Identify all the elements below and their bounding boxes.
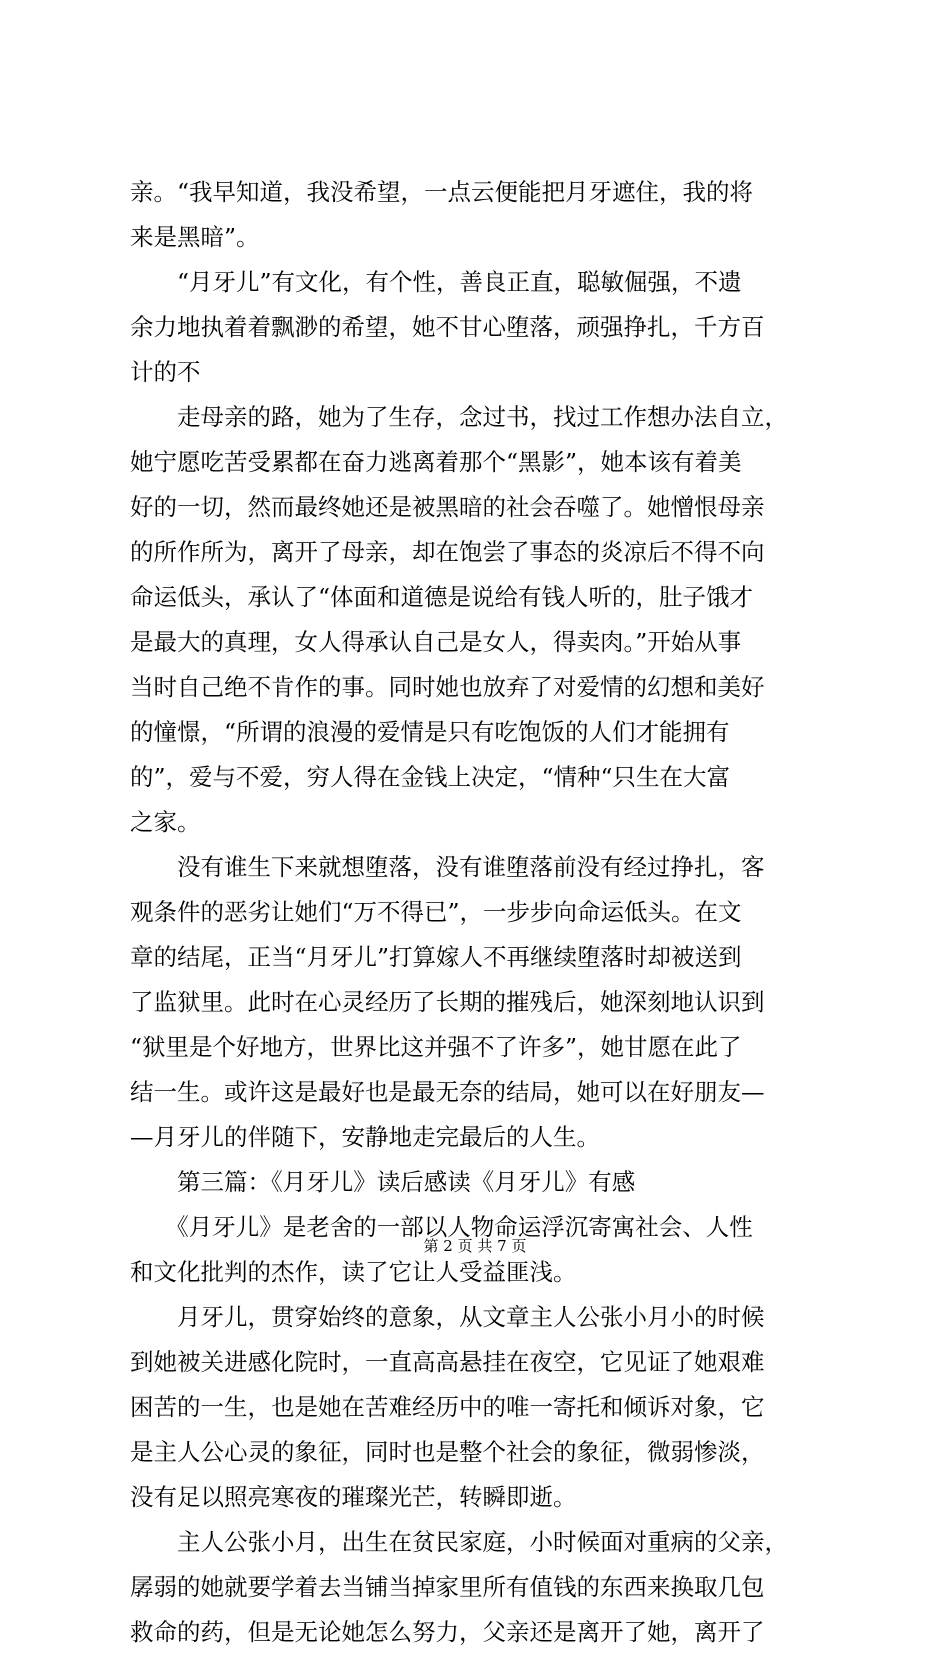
text-line: 余力地执着着飘渺的希望，她不甘心堕落，顽强挣扎，千方百	[130, 313, 765, 341]
text-line: 没有谁生下来就想堕落，没有谁堕落前没有经过挣扎，客	[130, 853, 765, 881]
text-line: 走母亲的路，她为了生存，念过书，找过工作想办法自立，	[130, 403, 788, 431]
text-line: 计的不	[130, 358, 201, 386]
text-line: 来是黑暗”。	[130, 223, 260, 251]
text-line: 和文化批判的杰作，读了它让人受益匪浅。	[130, 1258, 577, 1286]
text-line: 章的结尾，正当“月牙儿”打算嫁人不再继续堕落时却被送到	[130, 943, 742, 971]
text-line: 好的一切，然而最终她还是被黑暗的社会吞噬了。她憎恨母亲	[130, 493, 765, 521]
text-line: 是主人公心灵的象征，同时也是整个社会的象征，微弱惨淡，	[130, 1438, 765, 1466]
text-line: 亲。“我早知道，我没希望，一点云便能把月牙遮住，我的将	[130, 178, 754, 206]
text-line: 孱弱的她就要学着去当铺当掉家里所有值钱的东西来换取几包	[130, 1573, 765, 1601]
text-line: 《月牙儿》是老舍的一部以人物命运浮沉寄寓社会、人性	[130, 1213, 753, 1241]
body-text	[130, 170, 850, 1655]
text-line: —月牙儿的伴随下，安静地走完最后的人生。	[130, 1123, 600, 1151]
text-line: 的所作所为，离开了母亲，却在饱尝了事态的炎凉后不得不向	[130, 538, 765, 566]
text-line: 了监狱里。此时在心灵经历了长期的摧残后，她深刻地认识到	[130, 988, 765, 1016]
page-number-footer: 第 2 页 共 7 页	[423, 1237, 527, 1255]
text-line: 她宁愿吃苦受累都在奋力逃离着那个“黑影”，她本该有着美	[130, 448, 742, 476]
text-line: “狱里是个好地方，世界比这并强不了许多”，她甘愿在此了	[130, 1033, 742, 1061]
text-line: 到她被关进感化院时，一直高高悬挂在夜空，它见证了她艰难	[130, 1348, 765, 1376]
text-line: 是最大的真理，女人得承认自己是女人，得卖肉。”开始从事	[130, 628, 742, 656]
text-line: 之家。	[130, 808, 201, 836]
text-line: 当时自己绝不肯作的事。同时她也放弃了对爱情的幻想和美好	[130, 673, 765, 701]
text-line: 困苦的一生，也是她在苦难经历中的唯一寄托和倾诉对象，它	[130, 1393, 765, 1421]
text-line: 的”，爱与不爱，穷人得在金钱上决定，“情种“只生在大富	[130, 763, 731, 791]
text-line: “月牙儿”有文化，有个性，善良正直，聪敏倔强，不遗	[130, 268, 742, 296]
text-line: 主人公张小月，出生在贫民家庭，小时候面对重病的父亲，	[130, 1528, 788, 1556]
section-heading: 第三篇：《月牙儿》读后感读《月牙儿》有感	[130, 1168, 636, 1196]
text-line: 观条件的恶劣让她们“万不得已”，一步步向命运低头。在文	[130, 898, 742, 926]
text-line: 月牙儿，贯穿始终的意象，从文章主人公张小月小的时候	[130, 1303, 765, 1331]
text-line: 命运低头，承认了“体面和道德是说给有钱人听的，肚子饿才	[130, 583, 754, 611]
text-line: 没有足以照亮寒夜的璀璨光芒，转瞬即逝。	[130, 1483, 577, 1511]
text-line: 的憧憬，“所谓的浪漫的爱情是只有吃饱饭的人们才能拥有	[130, 718, 730, 746]
text-line: 救命的药，但是无论她怎么努力，父亲还是离开了她，离开了	[130, 1618, 765, 1646]
text-line: 结一生。或许这是最好也是最无奈的结局，她可以在好朋友—	[130, 1078, 765, 1106]
